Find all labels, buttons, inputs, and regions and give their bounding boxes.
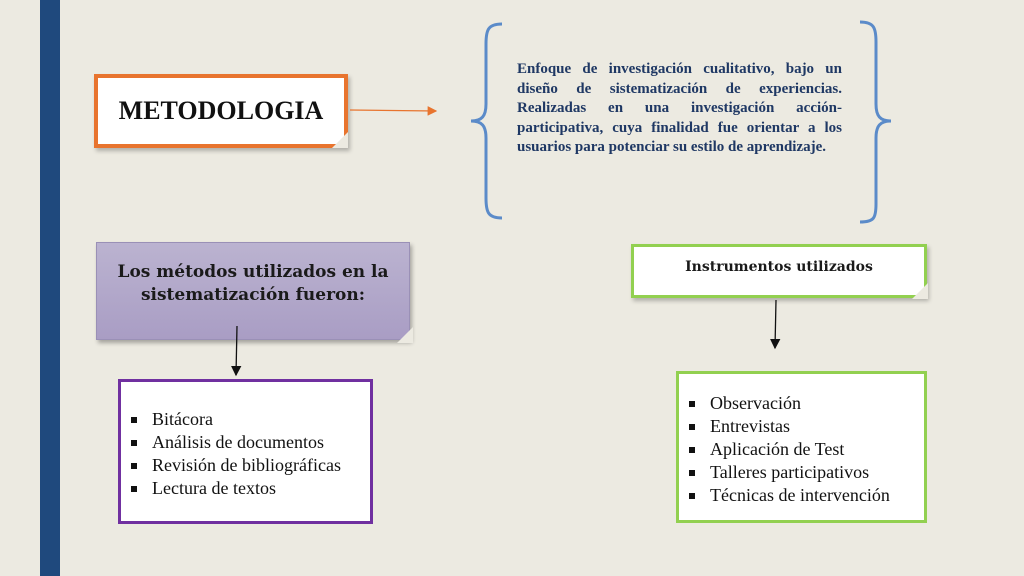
list-item: Técnicas de intervención xyxy=(689,484,890,507)
list-item: Talleres participativos xyxy=(689,461,890,484)
instrumentos-box xyxy=(631,244,927,298)
instrumentos-arrow xyxy=(775,300,776,348)
metodos-list xyxy=(131,408,341,500)
list-item: Entrevistas xyxy=(689,415,890,438)
instrumentos-list xyxy=(689,392,890,507)
right-brace xyxy=(860,22,891,222)
instrumentos-title: Instrumentos utilizados xyxy=(685,259,873,275)
list-item: Revisión de bibliográficas xyxy=(131,454,341,477)
instrumentos-list-box xyxy=(676,371,927,523)
list-item: Análisis de documentos xyxy=(131,431,341,454)
metodos-title: Los métodos utilizados en la sistematización fueron: xyxy=(117,262,389,305)
list-item: Aplicación de Test xyxy=(689,438,890,461)
enfoque-text: Enfoque de investigación cualitativo, bajo un diseño de sistematización de experiencias. Realizadas en una investigación acción- participativa, cuya finalidad fue orientar a los usuarios para potenciar su estilo de aprendizaje. xyxy=(517,61,842,155)
list-item: Lectura de textos xyxy=(131,477,341,500)
left-brace xyxy=(471,24,502,218)
side-accent-bar xyxy=(40,0,60,576)
metodologia-box xyxy=(94,74,348,148)
metodologia-arrow xyxy=(350,110,436,111)
list-item: Observación xyxy=(689,392,890,415)
metodos-box xyxy=(96,242,410,340)
list-item: Bitácora xyxy=(131,408,341,431)
metodos-list-box xyxy=(118,379,373,524)
metodologia-title: METODOLOGIA xyxy=(118,96,324,125)
